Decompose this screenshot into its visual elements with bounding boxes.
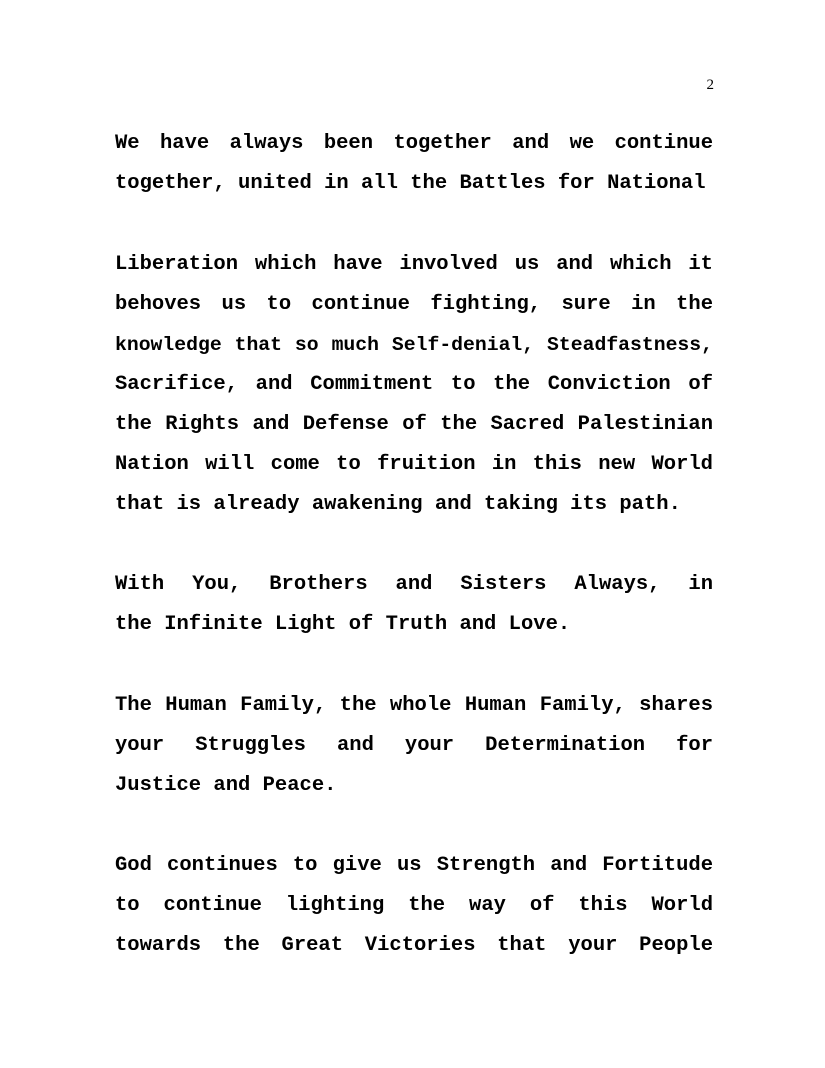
text-line: God continues to give us Strength and Fortitude xyxy=(115,854,713,877)
text-line: With You, Brothers and Sisters Always, in xyxy=(115,573,713,596)
text-line: knowledge that so much Self-denial, Steadfastness, xyxy=(115,334,713,356)
text-line: Nation will come to fruition in this new World xyxy=(115,453,713,476)
text-line: Sacrifice, and Commitment to the Conviction of xyxy=(115,373,713,396)
text-line: to continue lighting the way of this World xyxy=(115,894,713,917)
text-line: together, united in all the Battles for National xyxy=(115,172,706,195)
text-line: towards the Great Victories that your People xyxy=(115,934,713,957)
text-line: the Rights and Defense of the Sacred Palestinian xyxy=(115,413,713,436)
text-line: The Human Family, the whole Human Family, shares xyxy=(115,694,713,717)
text-line: your Struggles and your Determination for xyxy=(115,734,713,757)
text-line: Justice and Peace. xyxy=(115,774,337,797)
text-line: behoves us to continue fighting, sure in the xyxy=(115,293,713,316)
text-line: We have always been together and we continue xyxy=(115,132,713,155)
text-line: Liberation which have involved us and which it xyxy=(115,253,713,276)
page-number: 2 xyxy=(706,77,714,93)
text-line: that is already awakening and taking its path. xyxy=(115,493,681,516)
text-line: the Infinite Light of Truth and Love. xyxy=(115,613,571,636)
